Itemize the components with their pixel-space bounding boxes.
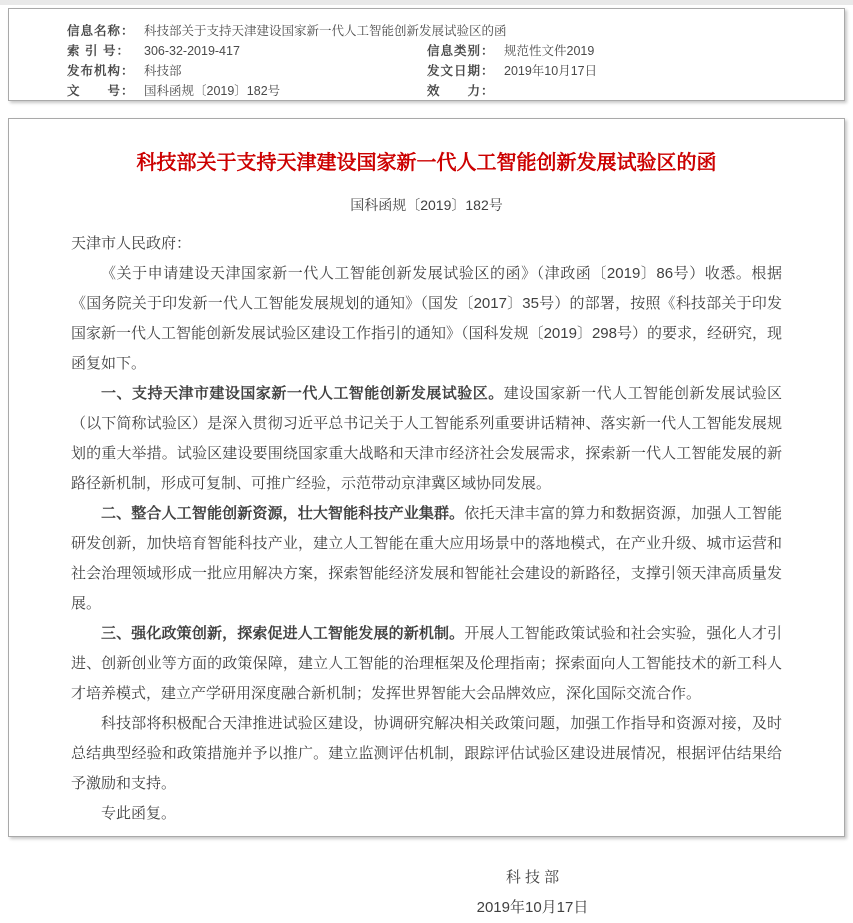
info-index-value: 306-32-2019-417 <box>144 44 240 58</box>
info-doc-no-value: 国科函规〔2019〕182号 <box>144 84 281 98</box>
signature-date: 2019年10月17日 <box>476 899 589 916</box>
section-1-body: 建设国家新一代人工智能创新发展试验区（以下简称试验区）是深入贯彻习近平总书记关于人工智能系列重要讲话精神、落实新一代人工智能发展规划的重大举措。试验区建设要围绕国家重大战略和天津市经济社会发展需求，探索新一代人工智能发展的新路径新机制，形成可复制、可推广经验，示范带动京津冀区域协同发展。 <box>71 385 782 492</box>
paragraph-section-2 <box>71 499 782 619</box>
document-body-panel <box>8 118 845 916</box>
paragraph-closing <box>71 799 782 829</box>
paragraph-support-text: 科技部将积极配合天津推进试验区建设，协调研究解决相关政策问题，加强工作指导和资源对接，及时总结典型经验和政策措施并予以推广。建立监测评估机制，跟踪评估试验区建设进展情况，根据评估结果给予激励和支持。 <box>71 715 782 792</box>
document-number: 国科函规〔2019〕182号 <box>350 197 503 213</box>
section-2-heading: 二、整合人工智能创新资源，壮大智能科技产业集群。 <box>101 505 465 522</box>
signature-block <box>177 863 853 923</box>
info-row-agency <box>9 61 844 81</box>
signature-org: 科 技 部 <box>505 869 560 886</box>
info-index-label: 索 引 号： <box>67 44 130 58</box>
info-agency-value: 科技部 <box>144 64 182 78</box>
paragraph-section-1 <box>71 379 782 499</box>
paragraph-intro <box>71 259 782 379</box>
info-issue-date-label: 发文日期： <box>427 64 495 78</box>
info-category-label: 信息类别： <box>427 44 495 58</box>
info-doc-no-label: 文 号： <box>67 84 135 98</box>
document-info-box <box>8 8 845 101</box>
paragraph-support <box>71 709 782 799</box>
page-top-strip <box>0 0 853 5</box>
section-2-body: 依托天津丰富的算力和数据资源，加强人工智能研发创新，加快培育智能科技产业，建立人工智能在重大应用场景中的落地模式，在产业升级、城市运营和社会治理领域形成一批应用解决方案，探索智能经济发展和智能社会建设的新路径，支撑引领天津高质量发展。 <box>71 505 782 612</box>
info-category-value: 规范性文件2019 <box>504 44 595 58</box>
section-3-heading: 三、强化政策创新，探索促进人工智能发展的新机制。 <box>101 625 465 642</box>
paragraph-section-3 <box>71 619 782 709</box>
info-effect-label: 效 力： <box>427 84 495 98</box>
info-row-index <box>9 41 844 61</box>
info-name-label: 信息名称： <box>67 24 135 38</box>
info-row-docno <box>9 81 844 101</box>
info-name-value: 科技部关于支持天津建设国家新一代人工智能创新发展试验区的函 <box>144 24 507 38</box>
document-title: 科技部关于支持天津建设国家新一代人工智能创新发展试验区的函 <box>136 152 717 174</box>
paragraph-intro-text: 《关于申请建设天津国家新一代人工智能创新发展试验区的函》（津政函〔2019〕86号）收悉。根据《国务院关于印发新一代人工智能发展规划的通知》（国发〔2017〕35号）的部署，按照《科技部关于印发国家新一代人工智能创新发展试验区建设工作指引的通知》（国科发规〔2019〕298号）的要求，经研究，现函复如下。 <box>71 265 782 372</box>
section-3-body: 开展人工智能政策试验和社会实验，强化人才引进、创新创业等方面的政策保障，建立人工智能的治理框架及伦理指南；探索面向人工智能技术的新工科人才培养模式，建立产学研用深度融合新机制；发挥世界智能大会品牌效应，深化国际交流合作。 <box>71 625 782 702</box>
section-1-heading: 一、支持天津市建设国家新一代人工智能创新发展试验区。 <box>101 385 504 402</box>
info-agency-label: 发布机构： <box>67 64 135 78</box>
info-row-name <box>9 21 844 41</box>
info-issue-date-value: 2019年10月17日 <box>504 64 598 78</box>
salutation: 天津市人民政府： <box>71 235 192 252</box>
paragraph-closing-text: 专此函复。 <box>101 805 177 822</box>
